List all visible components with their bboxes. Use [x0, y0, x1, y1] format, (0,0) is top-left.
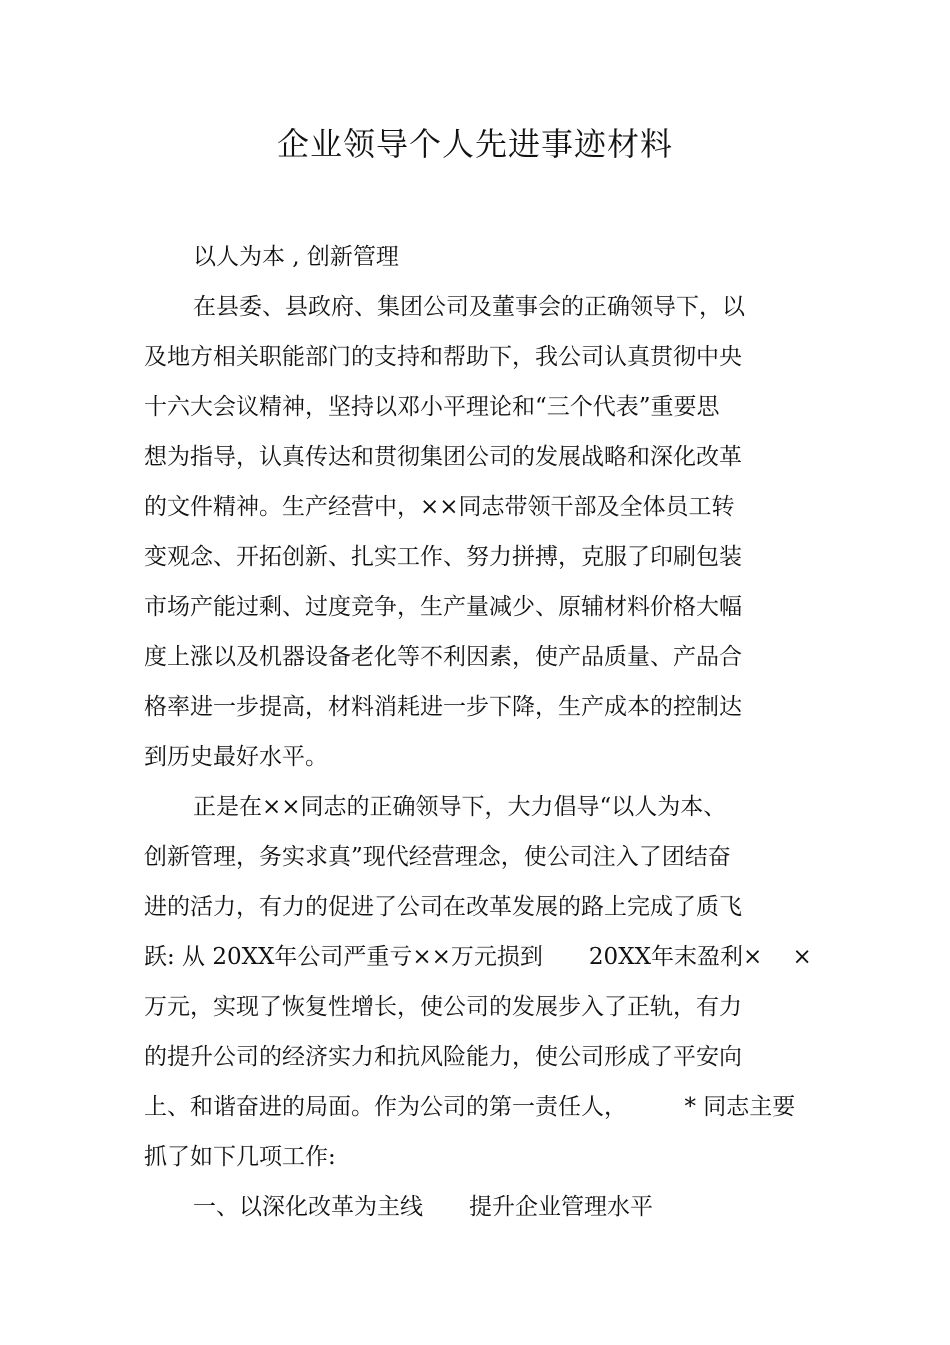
- paragraph-line: 度上涨以及机器设备老化等不利因素，使产品质量、产品合: [144, 644, 742, 670]
- paragraph-line: 的文件精神。生产经营中，××同志带领干部及全体员工转: [144, 494, 735, 520]
- section-heading: 以人为本 , 创新管理: [193, 244, 399, 270]
- paragraph-line: 想为指导，认真传达和贯彻集团公司的发展战略和深化改革: [144, 444, 742, 470]
- paragraph-line: 抓了如下几项工作:: [144, 1144, 336, 1170]
- paragraph-line: 万元，实现了恢复性增长，使公司的发展步入了正轨，有力: [144, 994, 742, 1020]
- paragraph-line: 进的活力，有力的促进了公司在改革发展的路上完成了质飞: [144, 894, 742, 920]
- paragraph-line: 创新管理，务实求真”现代经营理念，使公司注入了团结奋: [144, 844, 731, 870]
- document-title: 企业领导个人先进事迹材料: [276, 125, 673, 163]
- paragraph-line: 及地方相关职能部门的支持和帮助下，我公司认真贯彻中央: [144, 344, 742, 370]
- paragraph-line: 市场产能过剩、过度竞争，生产量减少、原辅材料价格大幅: [144, 594, 742, 620]
- paragraph-line: 在县委、县政府、集团公司及董事会的正确领导下，以: [193, 294, 745, 320]
- paragraph-line: 上、和谐奋进的局面。作为公司的第一责任人， * 同志主要: [144, 1094, 796, 1120]
- paragraph-line: 变观念、开拓创新、扎实工作、努力拼搏，克服了印刷包装: [144, 544, 742, 570]
- paragraph-line: 到历史最好水平。: [144, 744, 328, 770]
- paragraph-line: 的提升公司的经济实力和抗风险能力，使公司形成了平安向: [144, 1044, 742, 1070]
- paragraph-line: 跃: 从 20XX年公司严重亏××万元损到 20XX年末盈利× ×: [144, 944, 812, 970]
- paragraph-line: 正是在××同志的正确领导下，大力倡导“以人为本、: [193, 794, 727, 820]
- paragraph-line: 格率进一步提高，材料消耗进一步下降，生产成本的控制达: [144, 694, 742, 720]
- section-heading: 一、以深化改革为主线 提升企业管理水平: [193, 1194, 653, 1220]
- paragraph-line: 十六大会议精神，坚持以邓小平理论和“三个代表”重要思: [144, 394, 720, 420]
